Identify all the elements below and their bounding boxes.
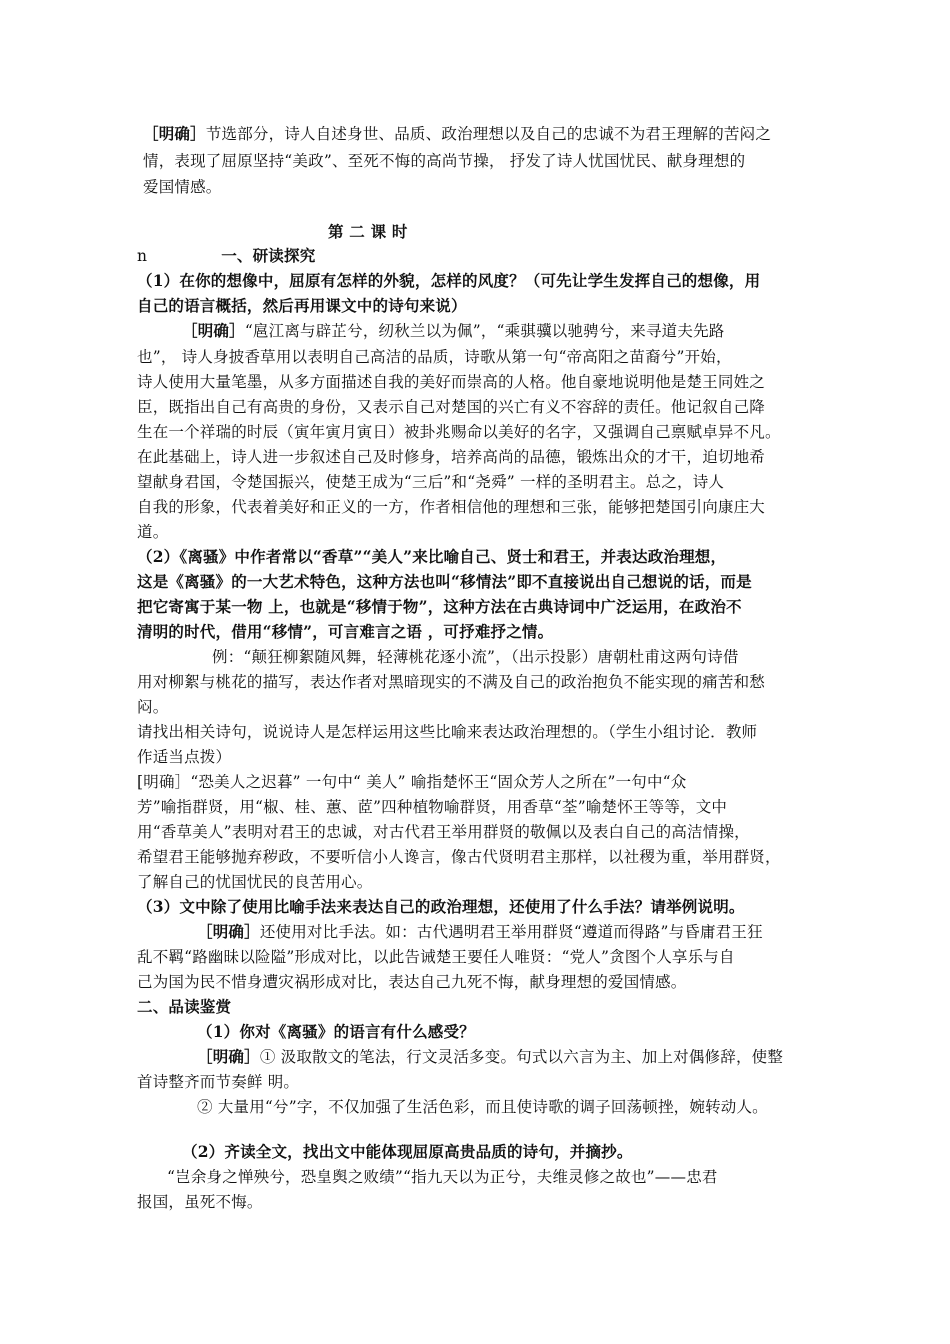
line-a2d: 希望君王能够抛弃秽政，不要听信小人谗言，像古代贤明君主那样，以社稷为重，举用群贤，	[137, 848, 781, 866]
heading-pindu: 二、品读鉴赏	[137, 997, 232, 1016]
line-a4a: ［明确］① 汲取散文的笔法，行文灵活多变。句式以六言为主、加上对偶修辞，使整	[197, 1047, 784, 1066]
line-a3a: ［明确］还使用对比手法。如：古代遇明君王举用群贤“遵道而得路”与昏庸君王狂	[197, 922, 763, 941]
line-a1b: 也”， 诗人身披香草用以表明自己高洁的品质，诗歌从第一句“帝高阳之苗裔兮”开始，	[137, 348, 732, 366]
line-a1e: 生在一个祥瑞的时辰（寅年寅月寅日）被卦兆赐命以美好的名字，又强调自己禀赋卓异不凡。	[137, 423, 781, 441]
line-a4c: ② 大量用“兮”字，不仅加强了生活色彩，而且使诗歌的调子回荡顿挫，婉转动人。	[197, 1098, 768, 1116]
question-5: （2）齐读全文，找出文中能体现屈原高贵品质的诗句，并摘抄。	[182, 1142, 633, 1161]
line-a1f: 在此基础上，诗人进一步叙述自己及时修身，培养高尚的品德，锻炼出众的才干，迫切地希	[137, 448, 766, 466]
line-a3b: 乱不羁“路幽昧以险隘”形成对比，以此告诫楚王要任人唯贤：“党人”贪图个人享乐与自	[137, 948, 735, 966]
example-line3: 闷。	[137, 698, 169, 716]
question-4: （1）你对《离骚》的语言有什么感受？	[197, 1022, 475, 1041]
mingque-label: ［明确］	[143, 124, 206, 143]
line-p1a: ［明确］节选部分，诗人自述身世、品质、政治理想以及自己的忠诚不为君王理解的苦闷之	[143, 124, 772, 143]
line-p1b: 情，表现了屈原坚持“美政”、至死不悔的高尚节操， 抒发了诗人忧国忧民、献身理想的	[143, 152, 746, 170]
question-2-line2: 这是《离骚》的一大艺术特色，这种方法也叫“移情法”即不直接说出自己想说的话，而是	[137, 572, 752, 591]
line-a4b: 首诗整齐而节奏鲜 明。	[137, 1073, 300, 1091]
example-line2: 用对柳絮与桃花的描写，表达作者对黑暗现实的不满及自己的政治抱负不能实现的痛苦和愁	[137, 673, 766, 691]
line-a1c: 诗人使用大量笔墨，从多方面描述自我的美好而崇高的人格。他自豪地说明他是楚王同姓之	[137, 373, 766, 391]
line-a1a: ［明确］“扈江离与辟芷兮，纫秋兰以为佩”，“乘骐骥以驰骋兮，来寻道夫先路	[182, 321, 725, 340]
prompt-line2: 作适当点拨）	[137, 748, 232, 766]
question-1-line2: 自己的语言概括，然后再用课文中的诗句来说）	[137, 296, 467, 315]
line-a1g: 望献身君国，令楚国振兴，使楚王成为“三后”和“尧舜” 一样的圣明君主。总之，诗人	[137, 473, 725, 491]
line-a1h: 自我的形象，代表着美好和正义的一方，作者相信他的理想和三张，能够把楚国引向康庄大	[137, 498, 766, 516]
prompt-line1: 请找出相关诗句，说说诗人是怎样运用这些比喻来表达政治理想的。（学生小组讨论．教师	[137, 723, 758, 741]
question-2-line1: （2）《离骚》中作者常以“香草”“美人”来比喻自己、贤士和君王，并表达政治理想，	[137, 547, 727, 566]
section-title: 第 二 课 时	[328, 222, 408, 241]
line-a2c: 用“香草美人”表明对君王的忠诚，对古代君王举用群贤的敬佩以及表白自己的高洁情操，	[137, 823, 750, 841]
mingque-label: ［明确］	[197, 922, 260, 941]
line-h2: n 一、研读探究	[137, 246, 316, 265]
line-p1c: 爱国情感。	[143, 178, 222, 196]
line-a3c: 己为国为民不惜身遭灾祸形成对比，表达自己九死不悔，献身理想的爱国情感。	[137, 973, 687, 991]
question-3: （3）文中除了使用比喻手法来表达自己的政治理想，还使用了什么手法？请举例说明。	[137, 897, 745, 916]
mingque-label: ［明确］	[197, 1047, 260, 1066]
line-a5b: 报国，虽死不悔。	[137, 1193, 263, 1211]
example-line1: 例：“颠狂柳絮随风舞，轻薄桃花逐小流”，（出示投影）唐朝杜甫这两句诗借	[212, 648, 739, 666]
line-a2a: [明确］“恐美人之迟暮” 一句中“ 美人” 喻指楚怀王“固众芳人之所在”一句中“众	[137, 773, 687, 791]
question-2-line4: 清明的时代，借用“移情”，可言难言之语 ，可抒难抒之情。	[137, 622, 554, 641]
mingque-label: ［明确］	[182, 321, 245, 340]
line-a2e: 了解自己的忧国忧民的良苦用心。	[137, 873, 373, 891]
line-a1i: 道。	[137, 523, 169, 541]
line-a2b: 芳”喻指群贤，用“椒、桂、蕙、茝”四种植物喻群贤，用香草“荃”喻楚怀王等等，文中	[137, 798, 728, 816]
heading-yandu: 一、研读探究	[221, 246, 316, 265]
line-a1d: 臣，既指出自己有高贵的身份，又表示自己对楚国的兴亡有义不容辞的责任。他记叙自己降	[137, 398, 766, 416]
question-1-line1: （1）在你的想像中，屈原有怎样的外貌，怎样的风度？（可先让学生发挥自己的想像，用	[137, 271, 761, 290]
question-2-line3: 把它寄寓于某一物 上，也就是“移情于物”，这种方法在古典诗词中广泛运用，在政治不	[137, 597, 742, 616]
line-a5a: “岂余身之惮殃兮，恐皇舆之败绩”“指九天以为正兮，夫维灵修之故也”——忠君	[167, 1168, 718, 1186]
